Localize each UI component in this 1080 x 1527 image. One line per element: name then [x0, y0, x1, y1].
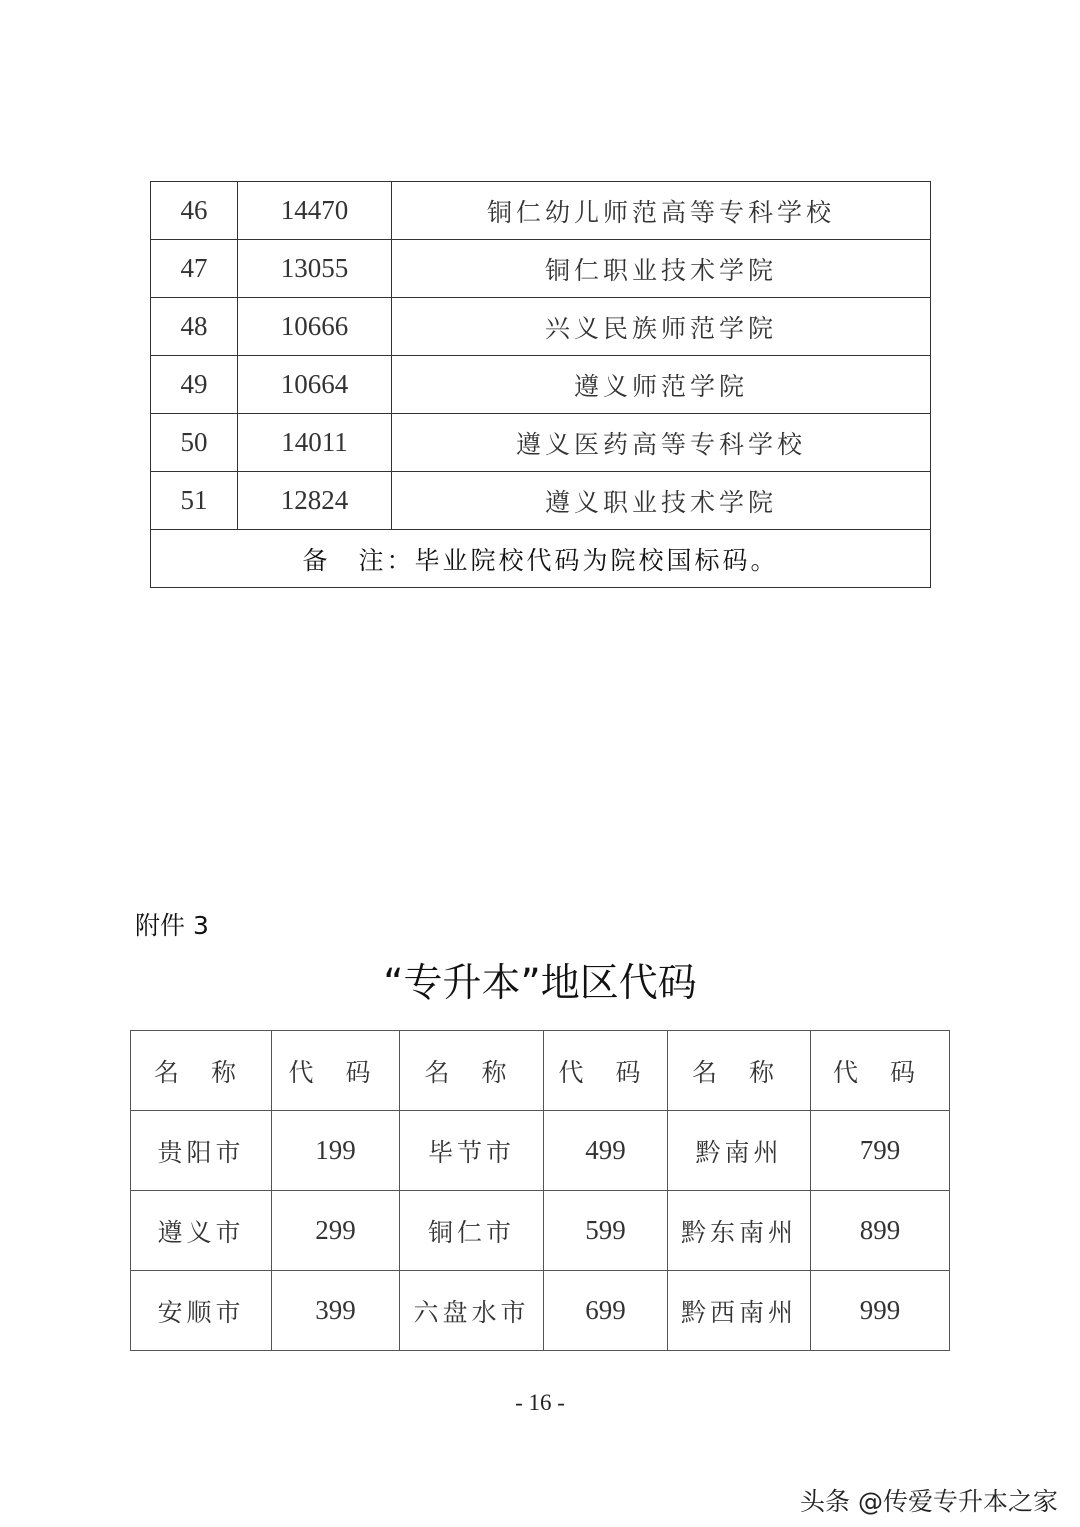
- region-code: 499: [544, 1111, 668, 1191]
- table-row: [151, 472, 931, 530]
- row-index: 50: [151, 414, 238, 472]
- school-name: 遵义医药高等专科学校: [392, 414, 931, 472]
- region-code: 899: [811, 1191, 950, 1271]
- school-name: 铜仁幼儿师范高等专科学校: [392, 182, 931, 240]
- region-name: 黔西南州: [668, 1271, 811, 1351]
- school-name: 兴义民族师范学院: [392, 298, 931, 356]
- header-name: 名 称: [400, 1031, 544, 1111]
- row-index: 48: [151, 298, 238, 356]
- region-name: 六盘水市: [400, 1271, 544, 1351]
- header-name: 名 称: [668, 1031, 811, 1111]
- table-row: [151, 356, 931, 414]
- region-code: 599: [544, 1191, 668, 1271]
- table-row: [151, 298, 931, 356]
- header-code: 代 码: [811, 1031, 950, 1111]
- school-code: 10664: [238, 356, 392, 414]
- region-code: 699: [544, 1271, 668, 1351]
- schools-code-table: [150, 181, 931, 588]
- table-row: [131, 1271, 950, 1351]
- table-row: [131, 1191, 950, 1271]
- region-code: 999: [811, 1271, 950, 1351]
- header-code: 代 码: [272, 1031, 400, 1111]
- header-name: 名 称: [131, 1031, 272, 1111]
- header-code: 代 码: [544, 1031, 668, 1111]
- row-index: 47: [151, 240, 238, 298]
- school-code: 12824: [238, 472, 392, 530]
- page-number: - 16 -: [515, 1390, 565, 1415]
- region-code: 199: [272, 1111, 400, 1191]
- page-title: “专升本”地区代码: [383, 961, 697, 1006]
- table-row: [151, 414, 931, 472]
- school-name: 遵义职业技术学院: [392, 472, 931, 530]
- source-watermark: 头条 @传爱专升本之家: [800, 1487, 1058, 1516]
- region-name: 铜仁市: [400, 1191, 544, 1271]
- table-header-row: [131, 1031, 950, 1111]
- school-code: 13055: [238, 240, 392, 298]
- region-name: 黔东南州: [668, 1191, 811, 1271]
- region-name: 安顺市: [131, 1271, 272, 1351]
- table-row: [151, 182, 931, 240]
- table-row: [151, 240, 931, 298]
- school-code: 14011: [238, 414, 392, 472]
- row-index: 51: [151, 472, 238, 530]
- region-code: 399: [272, 1271, 400, 1351]
- row-index: 49: [151, 356, 238, 414]
- school-name: 遵义师范学院: [392, 356, 931, 414]
- table-note-row: [151, 530, 931, 588]
- region-name: 毕节市: [400, 1111, 544, 1191]
- school-code: 10666: [238, 298, 392, 356]
- region-code: 299: [272, 1191, 400, 1271]
- region-code-table: [130, 1030, 950, 1351]
- school-code: 14470: [238, 182, 392, 240]
- table-row: [131, 1111, 950, 1191]
- region-name: 遵义市: [131, 1191, 272, 1271]
- region-name: 黔南州: [668, 1111, 811, 1191]
- attachment-label: 附件 3: [135, 911, 209, 940]
- region-code: 799: [811, 1111, 950, 1191]
- table-note: 备 注：毕业院校代码为院校国标码。: [151, 530, 931, 588]
- row-index: 46: [151, 182, 238, 240]
- school-name: 铜仁职业技术学院: [392, 240, 931, 298]
- region-name: 贵阳市: [131, 1111, 272, 1191]
